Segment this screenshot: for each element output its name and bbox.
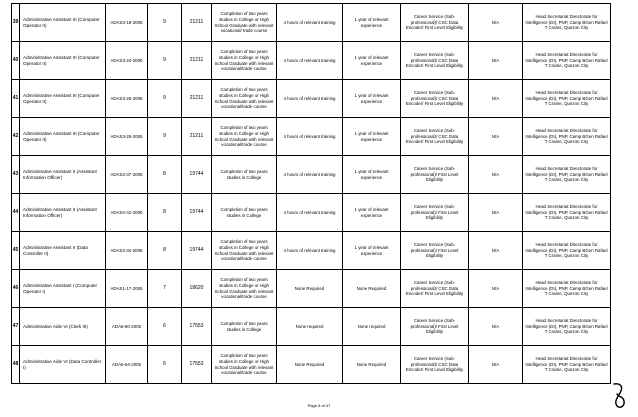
row-number: 45	[12, 232, 20, 270]
salary-grade: 8	[148, 156, 182, 194]
education-requirement: Completion of two years studies in College	[212, 308, 277, 346]
monthly-salary: 19744	[182, 156, 212, 194]
item-number: ADAS3-24-2005	[106, 42, 148, 80]
education-requirement: Completion of two years studies in College or High School Graduate with relevant vocational/trade course	[212, 118, 277, 156]
experience-requirement: 1 year of relevant experience	[343, 80, 401, 118]
place-of-assignment: Head Secretariat Directorate for Intelligence (DI), PNP, Camp BGen Rafael T Crame, Quezon City	[523, 308, 611, 346]
eligibility-requirement: Career Service (Sub-professional)/ First Level Eligibility	[401, 156, 469, 194]
education-requirement: Completion of two years studies in College or High School Graduate with relevant vocational/trade course	[212, 346, 277, 384]
experience-requirement: None required	[343, 308, 401, 346]
training-requirement: None Required	[277, 346, 343, 384]
eligibility-requirement: Career Service (Sub-professional)/ CSC Data Encoder/ First Level Eligibility	[401, 4, 469, 42]
table-body	[12, 4, 611, 384]
place-of-assignment: Head Secretariat Directorate for Intelligence (DI), PNP, Camp BGen Rafael T Crame, Quezon City	[523, 4, 611, 42]
place-of-assignment: Head Secretariat Directorate for Intelligence (DI), PNP, Camp BGen Rafael T Crame, Quezon City	[523, 346, 611, 384]
position-title: Administrative Assistant II (Assistant Information Officer)	[20, 194, 106, 232]
position-title: Administrative Assistant III (Computer Operator II)	[20, 4, 106, 42]
education-requirement: Completion of two years studies in College or High School Graduate with relevant vocational/trade course	[212, 42, 277, 80]
item-number: ADAS2-37-2005	[106, 156, 148, 194]
education-requirement: Completion of two years studies in College or High School Graduate with relevant vocational/trade course	[212, 232, 277, 270]
page-number: Page 6 of 47	[307, 403, 331, 408]
experience-requirement: None Required	[343, 270, 401, 308]
monthly-salary: 19744	[182, 194, 212, 232]
place-of-assignment: Head Secretariat Directorate for Intelligence (DI), PNP, Camp BGen Rafael T Crame, Quezon City	[523, 270, 611, 308]
salary-grade: 9	[148, 80, 182, 118]
row-number: 40	[12, 42, 20, 80]
salary-grade: 9	[148, 42, 182, 80]
row-number: 44	[12, 194, 20, 232]
salary-grade: 6	[148, 346, 182, 384]
experience-requirement: 1 year of relevant experience	[343, 232, 401, 270]
experience-requirement: 1 year of relevant experience	[343, 156, 401, 194]
position-title: Administrative Assistant I (Computer Operator I)	[20, 270, 106, 308]
experience-requirement: 1 year of relevant experience	[343, 118, 401, 156]
table-row	[12, 346, 611, 384]
place-of-assignment: Head Secretariat Directorate for Intelligence (DI), PNP, Camp BGen Rafael T Crame, Quezon City	[523, 80, 611, 118]
experience-requirement: 1 year of relevant experience	[343, 194, 401, 232]
salary-grade: 6	[148, 308, 182, 346]
monthly-salary: 21211	[182, 4, 212, 42]
position-title: Administrative Aide VI (Data Controller I)	[20, 346, 106, 384]
row-number: 43	[12, 156, 20, 194]
competency: N/A	[469, 194, 523, 232]
education-requirement: Completion of two years studies in College	[212, 156, 277, 194]
table-row	[12, 42, 611, 80]
item-number: ADAS1-17-2005	[106, 270, 148, 308]
competency: N/A	[469, 232, 523, 270]
eligibility-requirement: Career Service (Sub-professional)/ First Level Eligibility	[401, 232, 469, 270]
position-title: Administrative Aide VI (Clerk III)	[20, 308, 106, 346]
training-requirement: 4 hours of relevant training	[277, 80, 343, 118]
eligibility-requirement: Career Service (Sub-professional)/ CSC Data Encoder/ First Level Eligibility	[401, 80, 469, 118]
competency: N/A	[469, 42, 523, 80]
monthly-salary: 17553	[182, 346, 212, 384]
training-requirement: 4 hours of relevant training	[277, 118, 343, 156]
table-row	[12, 118, 611, 156]
monthly-salary: 21211	[182, 80, 212, 118]
eligibility-requirement: Career Service (Sub-professional)/ First Level Eligibility	[401, 308, 469, 346]
experience-requirement: 1 year of relevant experience	[343, 42, 401, 80]
experience-requirement: None Required	[343, 346, 401, 384]
row-number: 46	[12, 270, 20, 308]
competency: N/A	[469, 346, 523, 384]
item-number: ADAS3-18-2005	[106, 4, 148, 42]
competency: N/A	[469, 4, 523, 42]
training-requirement: 4 hours of relevant training	[277, 194, 343, 232]
item-number: ADA6-64-2005	[106, 346, 148, 384]
item-number: ADAS2-34-2005	[106, 232, 148, 270]
table-row	[12, 80, 611, 118]
monthly-salary: 21211	[182, 42, 212, 80]
monthly-salary: 18620	[182, 270, 212, 308]
item-number: ADAS2-42-2005	[106, 194, 148, 232]
row-number: 39	[12, 4, 20, 42]
place-of-assignment: Head Secretariat Directorate for Intelligence (DI), PNP, Camp BGen Rafael T Crame, Quezon City	[523, 118, 611, 156]
row-number: 48	[12, 346, 20, 384]
eligibility-requirement: Career Service (Sub-professional)/ CSC Data Encoder/ First Level Eligibility	[401, 346, 469, 384]
monthly-salary: 19744	[182, 232, 212, 270]
competency: N/A	[469, 270, 523, 308]
item-number: ADAS3-26-2005	[106, 118, 148, 156]
item-number: ADAS3-25-2005	[106, 80, 148, 118]
item-number: ADA6-60-2005	[106, 308, 148, 346]
table-row	[12, 232, 611, 270]
training-requirement: 4 hours of relevant training	[277, 4, 343, 42]
table-row	[12, 270, 611, 308]
salary-grade: 7	[148, 270, 182, 308]
training-requirement: 4 hours of relevant training	[277, 42, 343, 80]
position-title: Administrative Assistant III (Computer Operator II)	[20, 118, 106, 156]
competency: N/A	[469, 118, 523, 156]
row-number: 41	[12, 80, 20, 118]
row-number: 47	[12, 308, 20, 346]
salary-grade: 9	[148, 118, 182, 156]
eligibility-requirement: Career Service (Sub-professional)/ First Level Eligibility	[401, 194, 469, 232]
salary-grade: 9	[148, 4, 182, 42]
position-title: Administrative Assistant II (Assistant Information Officer)	[20, 156, 106, 194]
table-row	[12, 4, 611, 42]
competency: N/A	[469, 80, 523, 118]
positions-table	[11, 3, 611, 384]
eligibility-requirement: Career Service (Sub-professional)/ CSC Data Encoder/ First Level Eligibility	[401, 42, 469, 80]
competency: N/A	[469, 308, 523, 346]
row-number: 42	[12, 118, 20, 156]
salary-grade: 8	[148, 194, 182, 232]
competency: N/A	[469, 156, 523, 194]
table-row	[12, 194, 611, 232]
eligibility-requirement: Career Service (Sub-professional)/ CSC Data Encoder/ First Level Eligibility	[401, 270, 469, 308]
position-title: Administrative Assistant II (Data Controller II)	[20, 232, 106, 270]
salary-grade: 8	[148, 232, 182, 270]
place-of-assignment: Head Secretariat Directorate for Intelligence (DI), PNP, Camp BGen Rafael T Crame, Quezon City	[523, 194, 611, 232]
experience-requirement: 1 year of relevant experience	[343, 4, 401, 42]
table-row	[12, 156, 611, 194]
eligibility-requirement: Career Service (Sub-professional)/ CSC Data Encoder/ First Level Eligibility	[401, 118, 469, 156]
position-title: Administrative Assistant III (Computer Operator II)	[20, 80, 106, 118]
monthly-salary: 17553	[182, 308, 212, 346]
training-requirement: None Required	[277, 270, 343, 308]
position-title: Administrative Assistant III (Computer Operator II)	[20, 42, 106, 80]
education-requirement: Completion of two years studies in College or High School Graduate with relevant vocational/trade course	[212, 80, 277, 118]
monthly-salary: 21211	[182, 118, 212, 156]
table-row	[12, 308, 611, 346]
education-requirement: Completion of two years studies in College or High School Graduate with relevant vocational/ trade course	[212, 4, 277, 42]
education-requirement: Completion of two years studies in College	[212, 194, 277, 232]
education-requirement: Completion of two years studies in College or High School Graduate with relevant vocational/trade course	[212, 270, 277, 308]
place-of-assignment: Head Secretariat Directorate for Intelligence (DI), PNP, Camp BGen Rafael T Crame, Quezon City	[523, 232, 611, 270]
training-requirement: 4 hours of relevant training	[277, 232, 343, 270]
training-requirement: 4 hours of relevant training	[277, 156, 343, 194]
training-requirement: None required	[277, 308, 343, 346]
place-of-assignment: Head Secretariat Directorate for Intelligence (DI), PNP, Camp BGen Rafael T Crame, Quezon City	[523, 156, 611, 194]
handwritten-initial-mark-icon	[611, 380, 627, 410]
place-of-assignment: Head Secretariat Directorate for Intelligence (DI), PNP, Camp BGen Rafael T Crame, Quezon City	[523, 42, 611, 80]
